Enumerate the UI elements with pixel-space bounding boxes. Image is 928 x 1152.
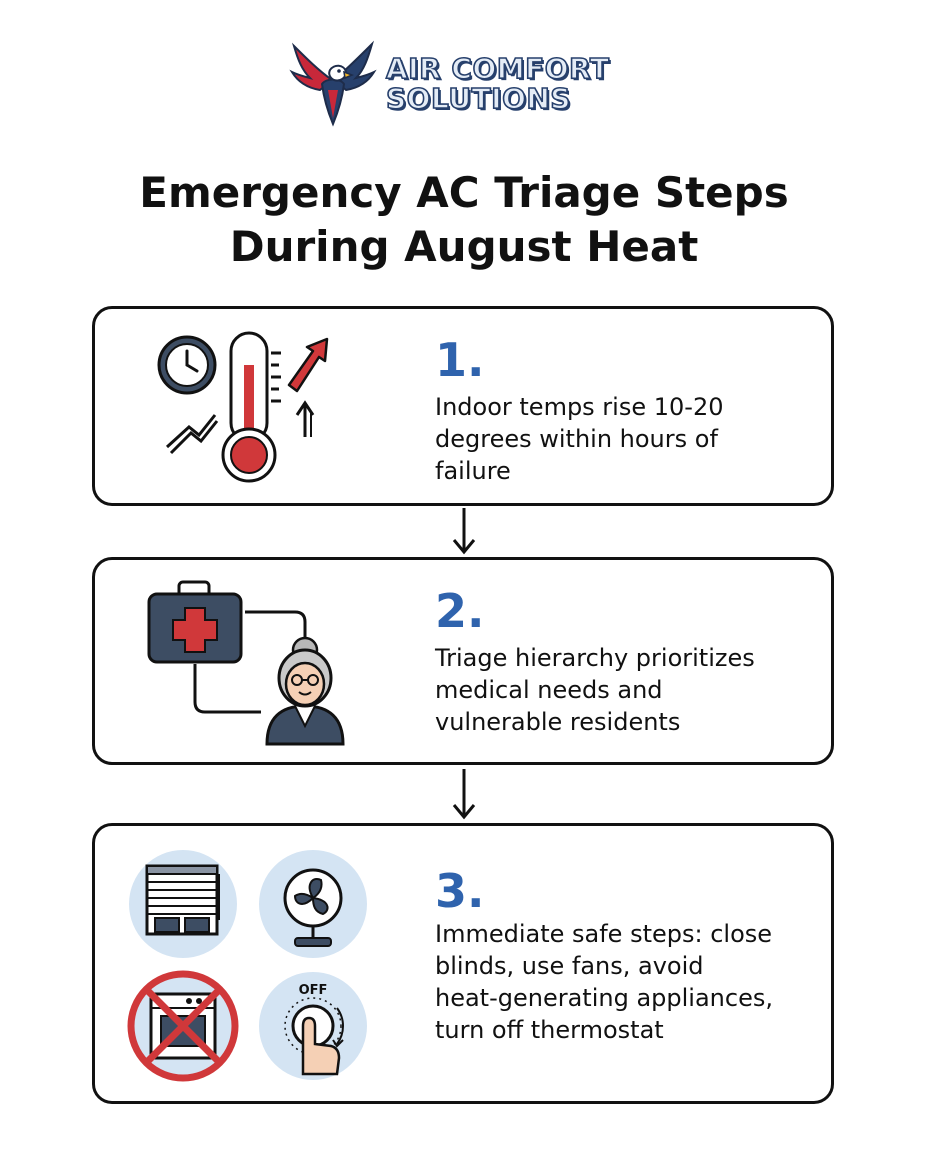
elderly-person-icon bbox=[267, 638, 343, 744]
brand-logo bbox=[288, 40, 648, 130]
step-description bbox=[435, 642, 755, 738]
page-title bbox=[0, 166, 928, 274]
eagle-icon bbox=[288, 40, 378, 128]
step-number: 1. bbox=[435, 333, 485, 387]
step-card-3 bbox=[92, 823, 834, 1104]
step-card-1 bbox=[92, 306, 834, 506]
trend-up-arrow-icon bbox=[285, 333, 335, 443]
step-description-line: Indoor temps rise 10-20 bbox=[435, 393, 724, 421]
step-description-line: degrees within hours of bbox=[435, 425, 718, 453]
clock-icon bbox=[159, 337, 215, 393]
step-description-line: heat-generating appliances, bbox=[435, 984, 773, 1012]
no-oven-icon bbox=[129, 972, 237, 1080]
thermostat-off-icon bbox=[259, 972, 367, 1080]
page-title-line2: During August Heat bbox=[229, 222, 699, 271]
step-2-illustration bbox=[145, 580, 365, 750]
step-description-line: failure bbox=[435, 457, 511, 485]
step-description-line: vulnerable residents bbox=[435, 708, 681, 736]
step-description-line: Immediate safe steps: close bbox=[435, 920, 773, 948]
step-description-line: Triage hierarchy prioritizes bbox=[435, 644, 755, 672]
step-card-2 bbox=[92, 557, 834, 765]
fan-icon bbox=[259, 850, 367, 958]
brand-name-line1: AIR COMFORT bbox=[386, 52, 610, 85]
step-description-line: turn off thermostat bbox=[435, 1016, 664, 1044]
trend-line-icon bbox=[167, 415, 217, 453]
first-aid-kit-icon bbox=[149, 582, 241, 662]
brand-name bbox=[386, 54, 609, 114]
step-description bbox=[435, 391, 723, 487]
step-description-line: blinds, use fans, avoid bbox=[435, 952, 704, 980]
brand-name-line2: SOLUTIONS bbox=[386, 82, 571, 115]
window-blinds-icon bbox=[129, 850, 237, 958]
step-number: 2. bbox=[435, 584, 485, 638]
down-arrow-icon bbox=[450, 506, 478, 558]
step-3-illustration bbox=[127, 848, 377, 1084]
page-title-line1: Emergency AC Triage Steps bbox=[139, 168, 789, 217]
step-description bbox=[435, 918, 773, 1046]
step-description-line: medical needs and bbox=[435, 676, 663, 704]
down-arrow-icon bbox=[450, 767, 478, 823]
step-number: 3. bbox=[435, 864, 485, 918]
thermostat-off-label: OFF bbox=[298, 983, 328, 998]
